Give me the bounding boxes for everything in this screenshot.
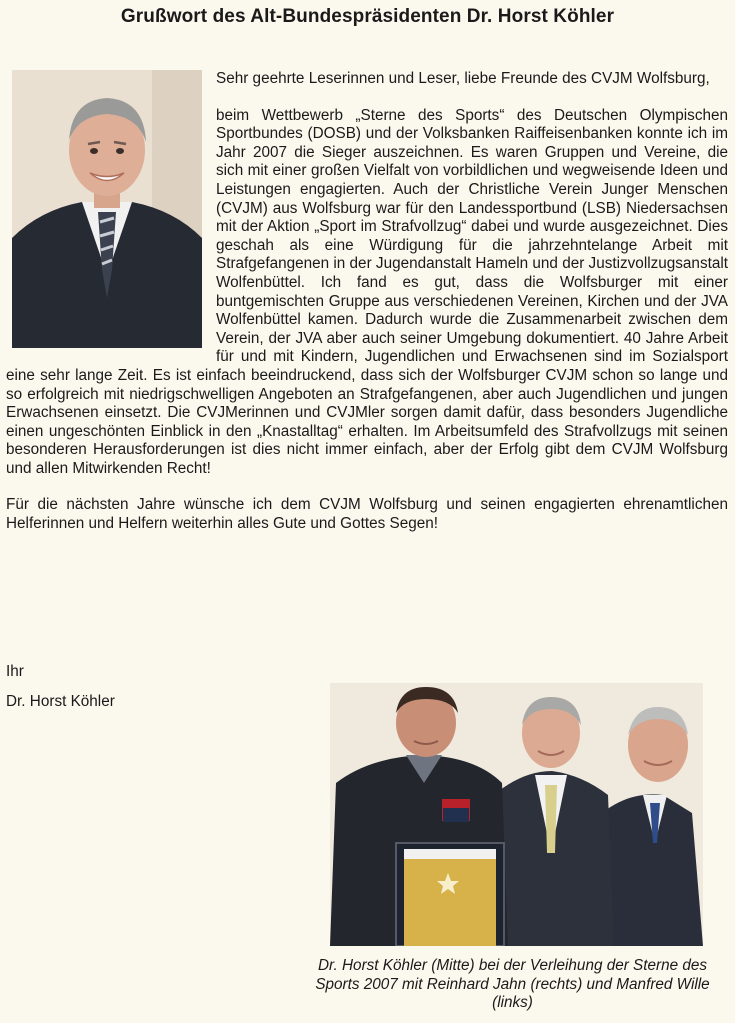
- closing: Ihr: [6, 663, 24, 680]
- photo-caption: Dr. Horst Köhler (Mitte) bei der Verleihung der Sterne des Sports 2007 mit Reinhard Jahn (rechts) und Manfred Wille (links): [315, 957, 710, 1012]
- signature: Dr. Horst Köhler: [6, 693, 115, 710]
- page-title: Grußwort des Alt-Bundespräsidenten Dr. Horst Köhler: [120, 6, 615, 27]
- group-photo: [330, 683, 703, 946]
- letter-body: [6, 70, 728, 534]
- paragraph-1: beim Wettbewerb „Sterne des Sports“ des Deutschen Olympischen Sportbundes (DOSB) und der Volksbanken Raiffeisenbanken konnte ich im Jahr 2007 die Sieger auszeichnen. Es waren Gruppen und Vereine, die sich mit einer großen Vielfalt von vorbildlichen und wegweisende Ideen und Leistungen engagierten. Auch der Christliche Verein Junger Menschen (CVJM) aus Wolfsburg war für den Landessportbund (LSB) Niedersachsen mit der Aktion „Sport im Strafvollzug“ dabei und wurde ausgezeichnet. Dies geschah als eine Würdigung für die jahrzehntelange Arbeit mit Strafgefangenen in der Jugendanstalt Hameln und der Justizvollzugsanstalt Wolfenbüttel. Ich fand es gut, dass die Wolfsburger mit einer buntgemischten Gruppe aus verschiedenen Vereinen, Kirchen und der JVA Wolfenbüttel kamen. Dadurch wurde die Zusammenarbeit zwischen dem Verein, der JVA aber auch seiner Umgebung dokumentiert. 40 Jahre Arbeit für und mit Kindern, Jugendlichen und Erwachsenen sind im Sozialsport eine sehr lange Zeit. Es ist einfach beeindruckend, dass sich der Wolfsburger CVJM schon so lange und so erfolgreich mit niedrigschwelligen Angeboten an Strafgefangenen, aber auch Jugendlichen und jungen Erwachsenen einsetzt. Die CVJMerinnen und CVJMler sorgen damit dafür, dass besonders Jugendliche einen ungeschönten Einblick in den „Knastalltag“ erhalten. Im Arbeitsumfeld des Strafvollzugs mit seinen besonderen Herausforderungen ist dies nicht immer einfach, aber der Erfolg gibt dem CVJM Wolfsburg und allen Mitwirkenden Recht!: [6, 106, 728, 477]
- paragraph-2: Für die nächsten Jahre wünsche ich dem CVJM Wolfsburg und seinen engagierten ehrenamtlichen Helferinnen und Helfern weiterhin alles Gute und Gottes Segen!: [6, 496, 728, 533]
- portrait-spacer: [6, 70, 216, 355]
- salutation: Sehr geehrte Leserinnen und Leser, liebe Freunde des CVJM Wolfsburg,: [216, 70, 710, 87]
